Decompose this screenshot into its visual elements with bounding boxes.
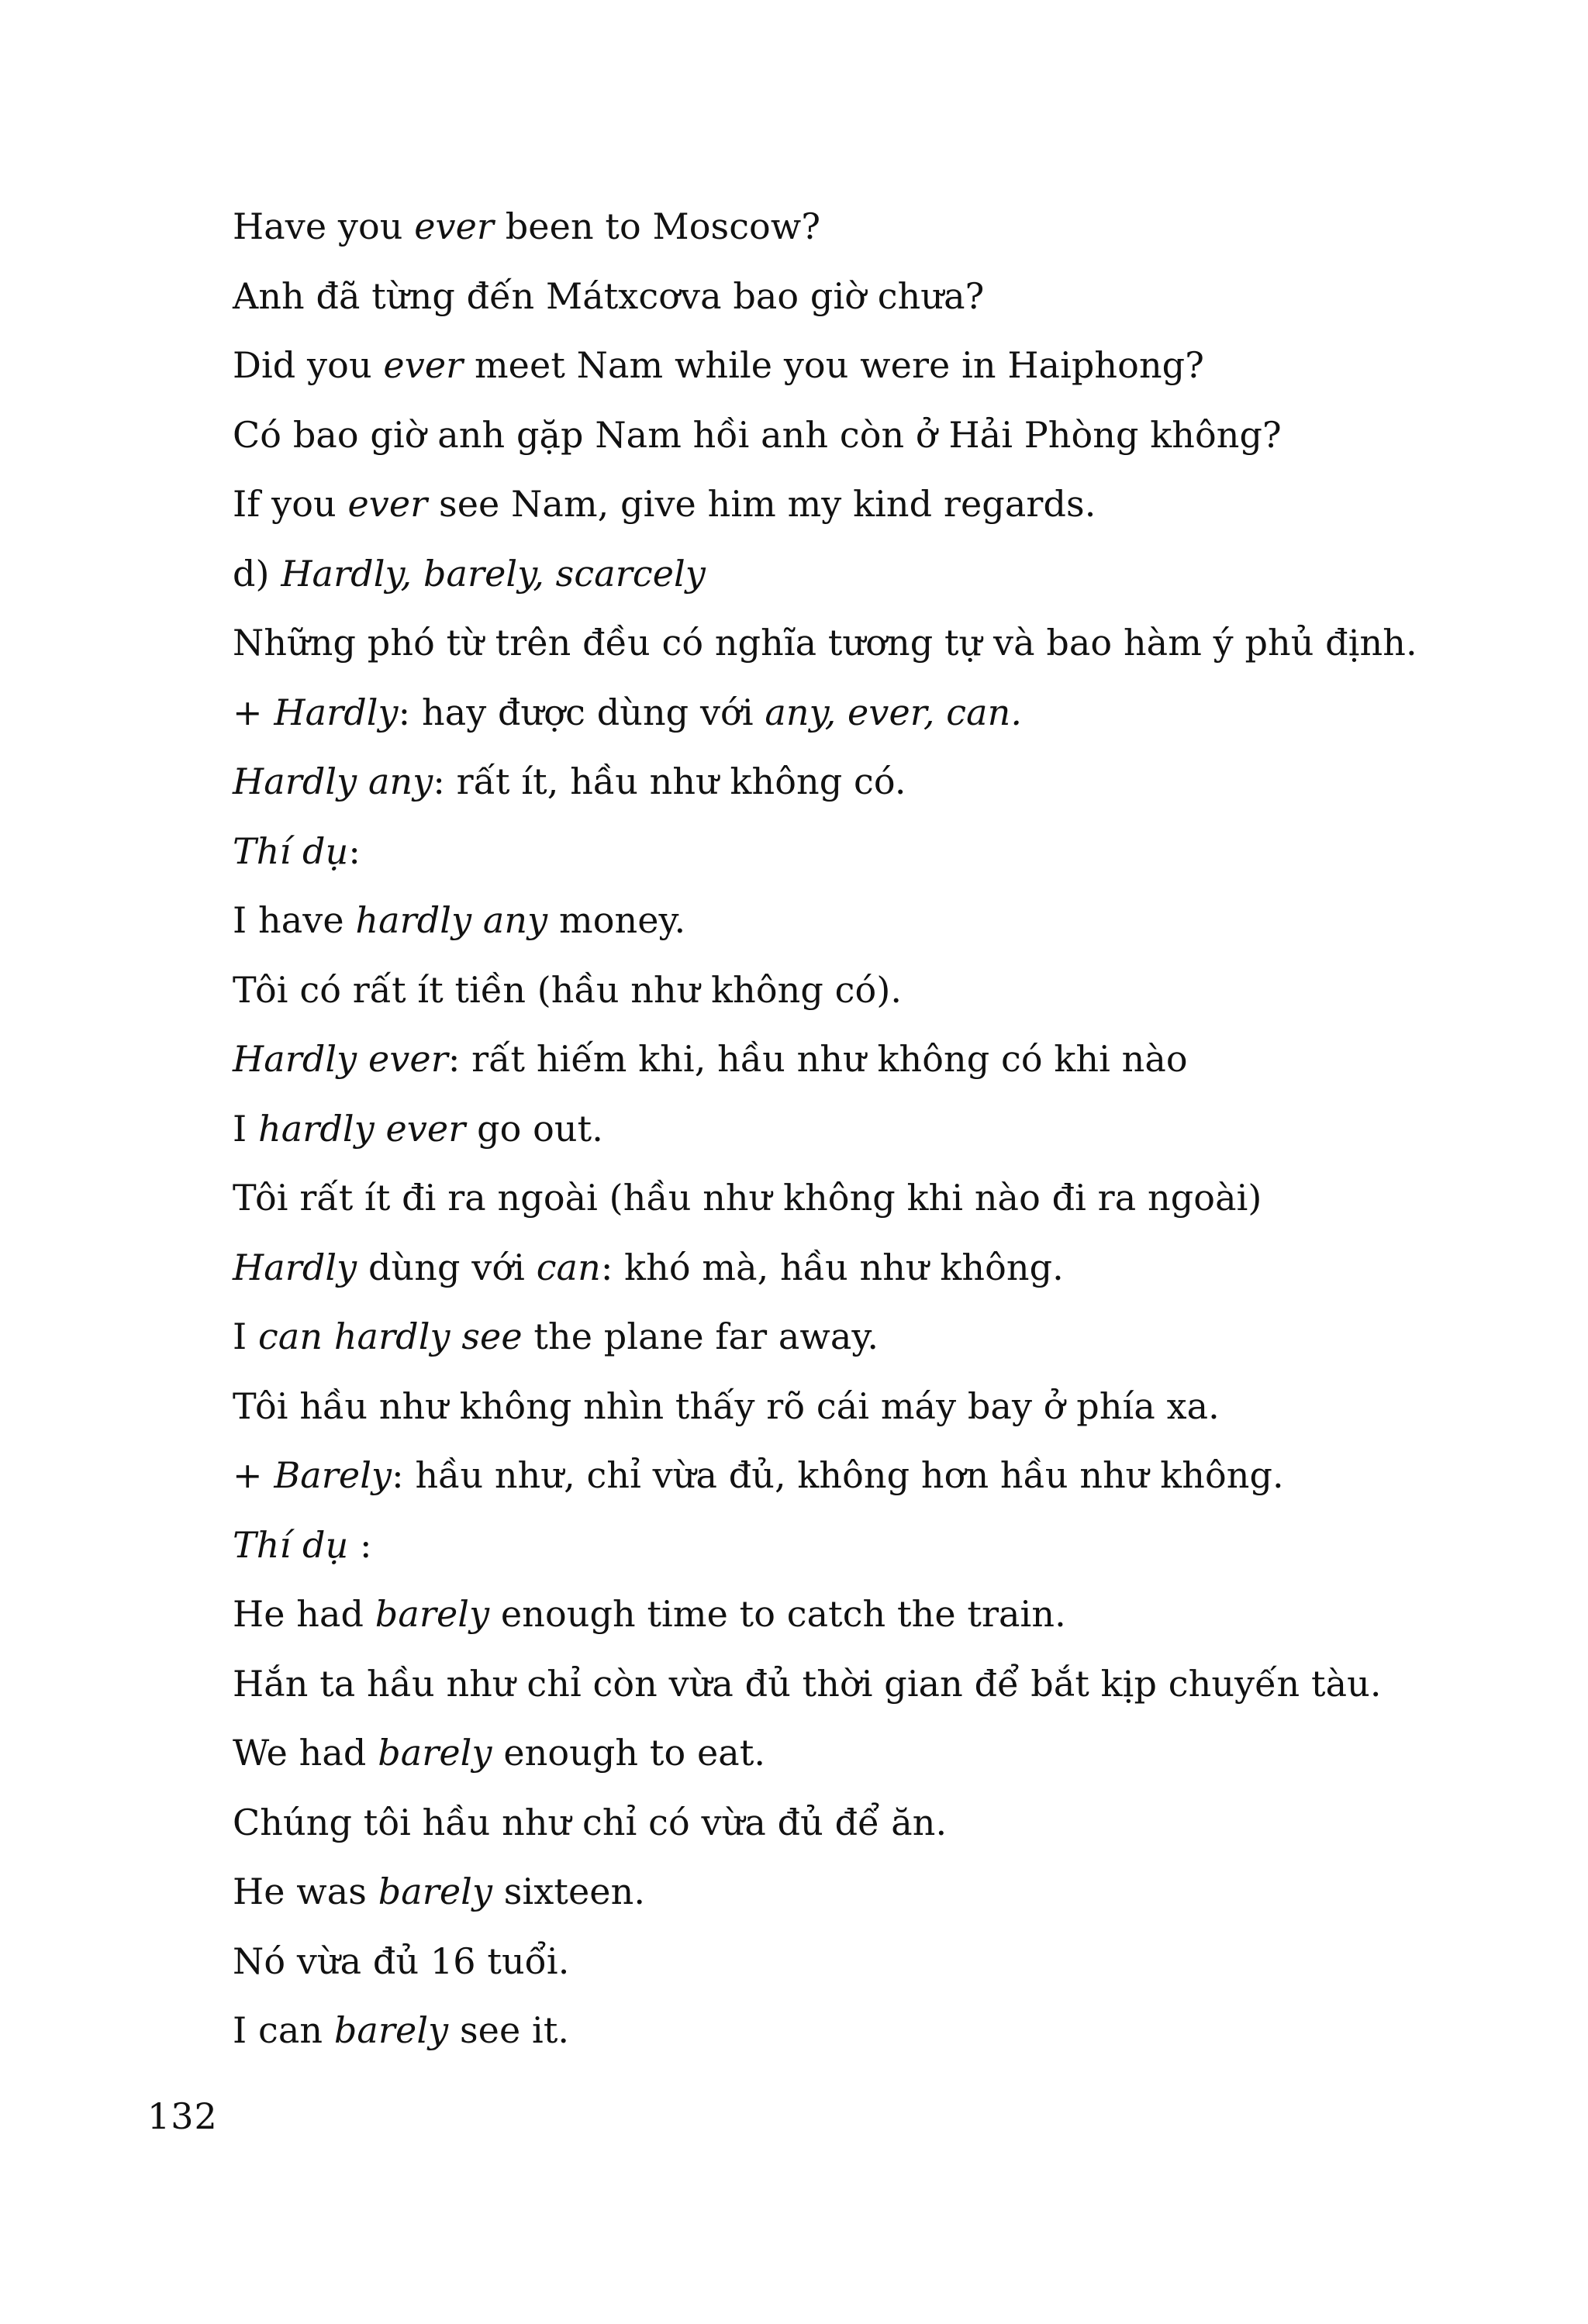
text-line: [233, 192, 1504, 262]
text-run: Did you: [233, 344, 384, 386]
text-run: meet Nam while you were in Haiphong?: [463, 344, 1204, 386]
text-run: sixteen.: [492, 1871, 646, 1912]
text-line: [233, 1857, 1504, 1927]
text-line: [233, 1788, 1504, 1858]
text-line: [233, 1095, 1504, 1164]
text-line: [233, 1580, 1504, 1650]
text-run: I have: [233, 899, 356, 941]
text-line: [233, 1302, 1504, 1372]
text-run: : hay được dùng với: [398, 691, 765, 733]
text-line: [233, 1927, 1504, 1997]
text-line: [233, 331, 1504, 401]
text-run: I can: [233, 2009, 334, 2051]
italic-text: can hardly see: [258, 1315, 523, 1357]
text-run: go out.: [465, 1107, 603, 1150]
italic-text: barely: [375, 1593, 490, 1635]
italic-text: any, ever, can.: [765, 691, 1023, 733]
text-line: [233, 1164, 1504, 1233]
text-line: [233, 886, 1504, 956]
text-run: He had: [233, 1593, 375, 1635]
text-run: money.: [547, 899, 686, 941]
italic-text: barely: [378, 1732, 492, 1774]
text-run: the plane far away.: [522, 1315, 879, 1357]
text-run: :: [348, 829, 361, 872]
text-run: been to Moscow?: [494, 205, 821, 247]
text-run: enough to eat.: [492, 1732, 766, 1774]
text-run: Nó vừa đủ 16 tuổi.: [233, 1940, 570, 1982]
text-line: [233, 1650, 1504, 1719]
text-line: [233, 1233, 1504, 1303]
text-line: [233, 1719, 1504, 1788]
text-run: I: [233, 1315, 258, 1357]
italic-text: Hardly any: [233, 760, 433, 802]
italic-text: barely: [378, 1871, 493, 1912]
italic-text: Thí dụ: [233, 1523, 349, 1566]
page-body: [233, 192, 1504, 2066]
italic-text: Hardly, barely, scarcely: [281, 552, 706, 595]
text-run: d): [233, 552, 281, 595]
italic-text: can: [536, 1246, 601, 1288]
text-line: [233, 470, 1504, 540]
italic-text: ever: [347, 483, 428, 525]
italic-text: Hardly ever: [233, 1038, 448, 1080]
text-line: [233, 1996, 1504, 2066]
text-run: Có bao giờ anh gặp Nam hồi anh còn ở Hải Phòng không?: [233, 413, 1282, 456]
text-run: Anh đã từng đến Mátxcơva bao giờ chưa?: [233, 274, 985, 317]
text-run: see Nam, give him my kind regards.: [427, 483, 1096, 525]
text-run: Chúng tôi hầu như chỉ có vừa đủ để ăn.: [233, 1801, 948, 1843]
text-line: [233, 1511, 1504, 1581]
text-run: : rất ít, hầu như không có.: [433, 760, 906, 802]
text-line: [233, 956, 1504, 1026]
text-run: I: [233, 1107, 258, 1150]
text-line: [233, 1441, 1504, 1511]
text-run: enough time to catch the train.: [489, 1593, 1066, 1635]
text-run: Have you: [233, 205, 415, 247]
text-run: Tôi hầu như không nhìn thấy rõ cái máy bay ở phía xa.: [233, 1384, 1220, 1427]
text-line: [233, 747, 1504, 817]
page-number: 132: [147, 2095, 218, 2137]
text-line: [233, 1372, 1504, 1442]
text-line: [233, 540, 1504, 609]
text-run: Tôi có rất ít tiền (hầu như không có).: [233, 968, 903, 1011]
text-line: [233, 609, 1504, 678]
italic-text: hardly any: [355, 899, 548, 941]
text-run: Tôi rất ít đi ra ngoài (hầu như không khi nào đi ra ngoài): [233, 1177, 1262, 1219]
text-line: [233, 678, 1504, 748]
text-line: [233, 1025, 1504, 1095]
text-run: We had: [233, 1732, 378, 1774]
text-run: :: [348, 1523, 372, 1566]
text-run: : rất hiếm khi, hầu như không có khi nào: [447, 1038, 1188, 1080]
italic-text: Thí dụ: [233, 829, 349, 872]
italic-text: Hardly: [274, 691, 399, 733]
italic-text: hardly ever: [258, 1107, 466, 1150]
italic-text: ever: [383, 344, 464, 386]
text-line: [233, 401, 1504, 471]
italic-text: barely: [333, 2009, 449, 2051]
text-line: [233, 262, 1504, 332]
text-run: +: [233, 691, 274, 733]
text-run: Hắn ta hầu như chỉ còn vừa đủ thời gian để bắt kịp chuyến tàu.: [233, 1662, 1382, 1705]
italic-text: ever: [414, 205, 495, 247]
text-line: [233, 817, 1504, 887]
text-run: : hầu như, chỉ vừa đủ, không hơn hầu như không.: [392, 1454, 1284, 1496]
text-run: He was: [233, 1871, 378, 1912]
italic-text: Hardly: [233, 1246, 357, 1288]
text-run: +: [233, 1454, 274, 1496]
text-run: : khó mà, hầu như không.: [600, 1246, 1064, 1288]
text-run: see it.: [448, 2009, 570, 2051]
text-run: Những phó từ trên đều có nghĩa tương tự và bao hàm ý phủ định.: [233, 622, 1417, 664]
text-run: If you: [233, 483, 348, 525]
italic-text: Barely: [274, 1454, 392, 1496]
text-run: dùng với: [357, 1246, 537, 1288]
